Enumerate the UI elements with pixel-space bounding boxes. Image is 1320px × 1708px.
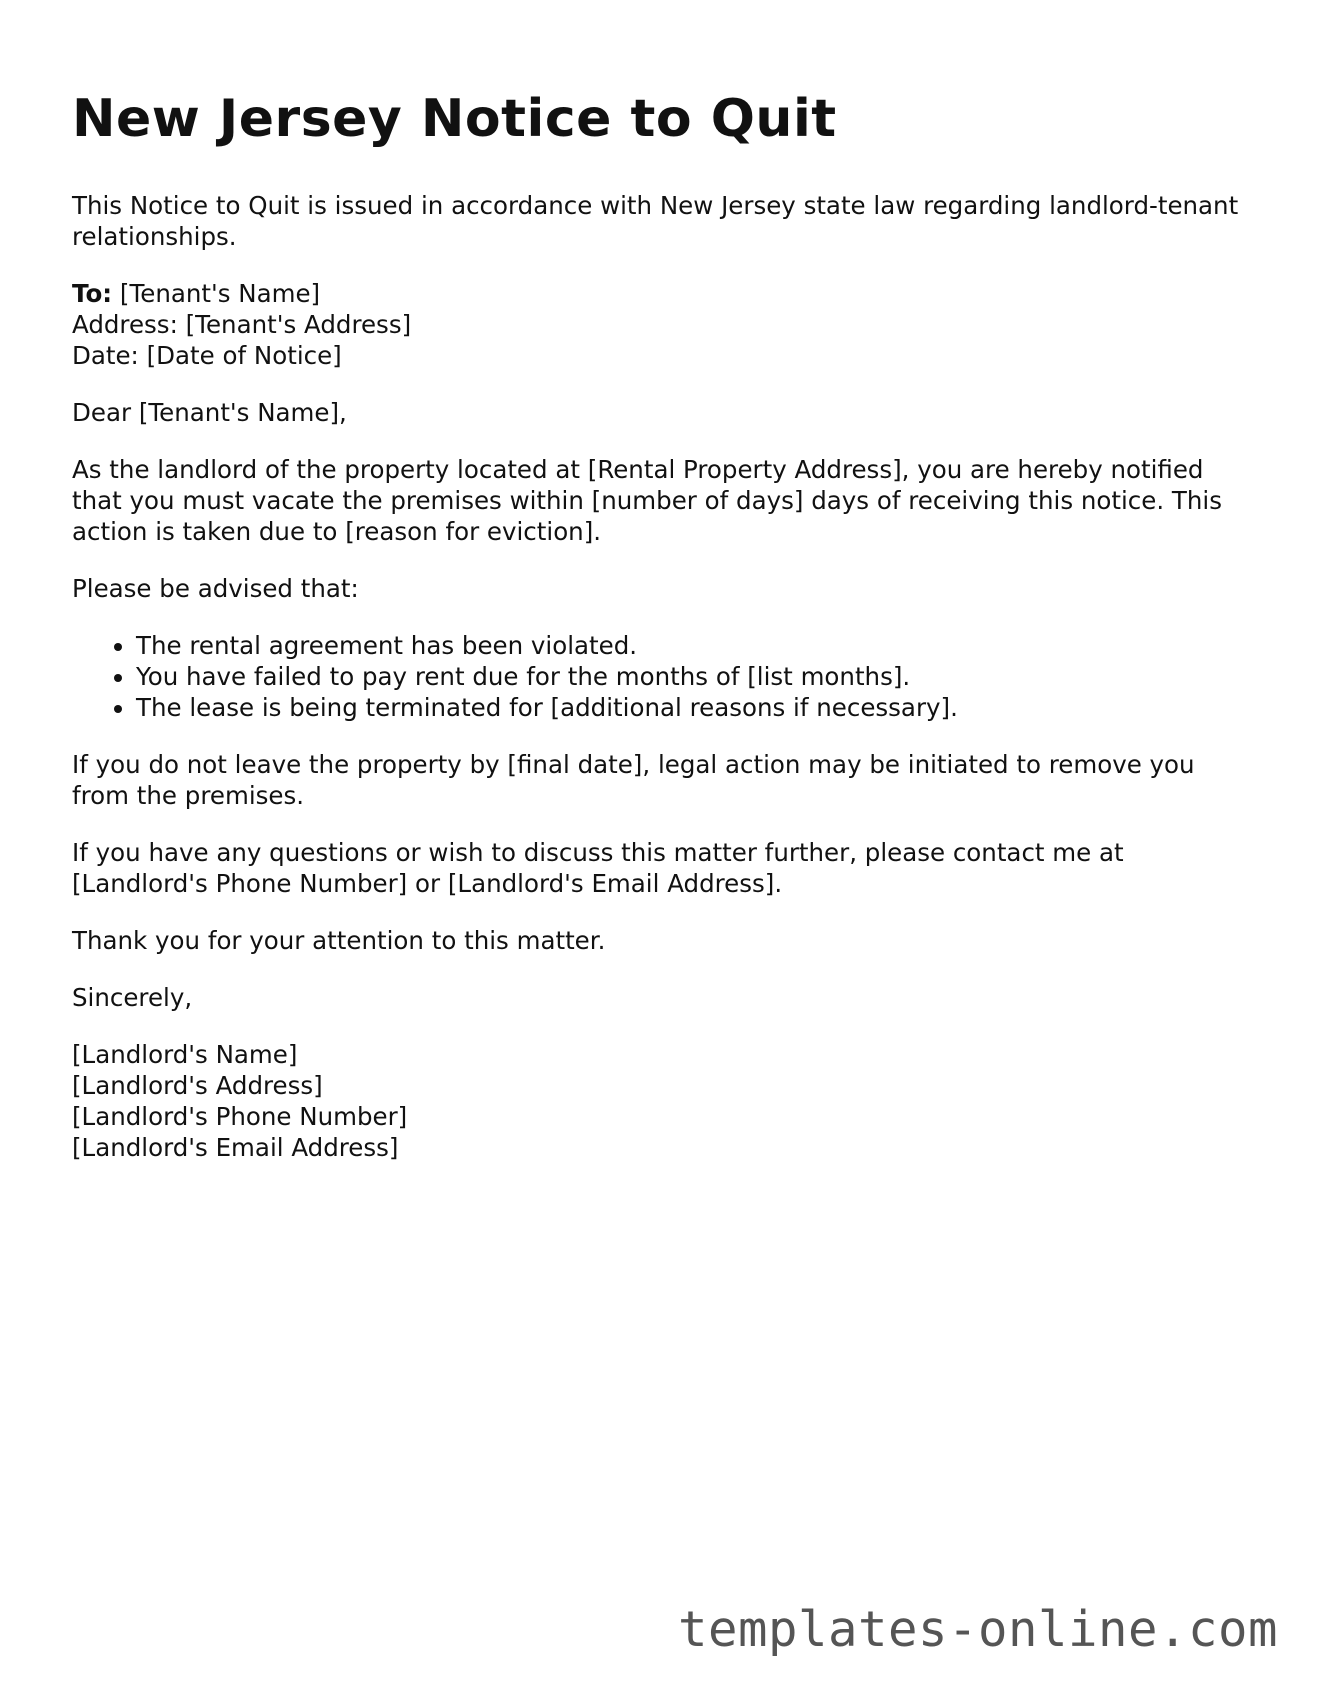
salutation: Dear [Tenant's Name], xyxy=(72,398,347,427)
to-label: To: xyxy=(72,279,113,308)
list-item: • The lease is being terminated for [additional reasons if necessary]. xyxy=(136,692,1252,723)
closing: Sincerely, xyxy=(72,983,193,1012)
recipient-date-line: Date: [Date of Notice] xyxy=(72,341,342,370)
list-item: • The rental agreement has been violated. xyxy=(136,630,1252,661)
signature-phone: [Landlord's Phone Number] xyxy=(72,1102,408,1131)
body-paragraph: As the landlord of the property located at [Rental Property Address], you are hereby notified that you must vacate the premises within [number of days] days of receiving this notice. This action is taken due to [reason for eviction]. xyxy=(72,455,1222,546)
advised-intro: Please be advised that: xyxy=(72,574,359,603)
reasons-list xyxy=(72,630,1252,723)
list-item: • You have failed to pay rent due for the months of [list months]. xyxy=(136,661,1252,692)
intro-paragraph: This Notice to Quit is issued in accordance with New Jersey state law regarding landlord-tenant relationships. xyxy=(72,191,1239,251)
page-title: New Jersey Notice to Quit xyxy=(72,89,837,149)
to-value: [Tenant's Name] xyxy=(112,279,321,308)
signature-email: [Landlord's Email Address] xyxy=(72,1133,399,1162)
thanks-paragraph: Thank you for your attention to this matter. xyxy=(72,926,606,955)
signature-block xyxy=(72,1039,1252,1163)
document-page xyxy=(72,88,1252,1189)
watermark: templates-online.com xyxy=(677,1601,1278,1658)
recipient-block xyxy=(72,278,1252,371)
legal-warning-paragraph: If you do not leave the property by [final date], legal action may be initiated to remove you from the premises. xyxy=(72,750,1195,810)
contact-paragraph: If you have any questions or wish to discuss this matter further, please contact me at [Landlord's Phone Number] or [Landlord's Email Address]. xyxy=(72,838,1124,898)
signature-address: [Landlord's Address] xyxy=(72,1071,323,1100)
recipient-to-line xyxy=(72,278,1252,309)
recipient-address-line: Address: [Tenant's Address] xyxy=(72,310,412,339)
signature-name: [Landlord's Name] xyxy=(72,1040,298,1069)
